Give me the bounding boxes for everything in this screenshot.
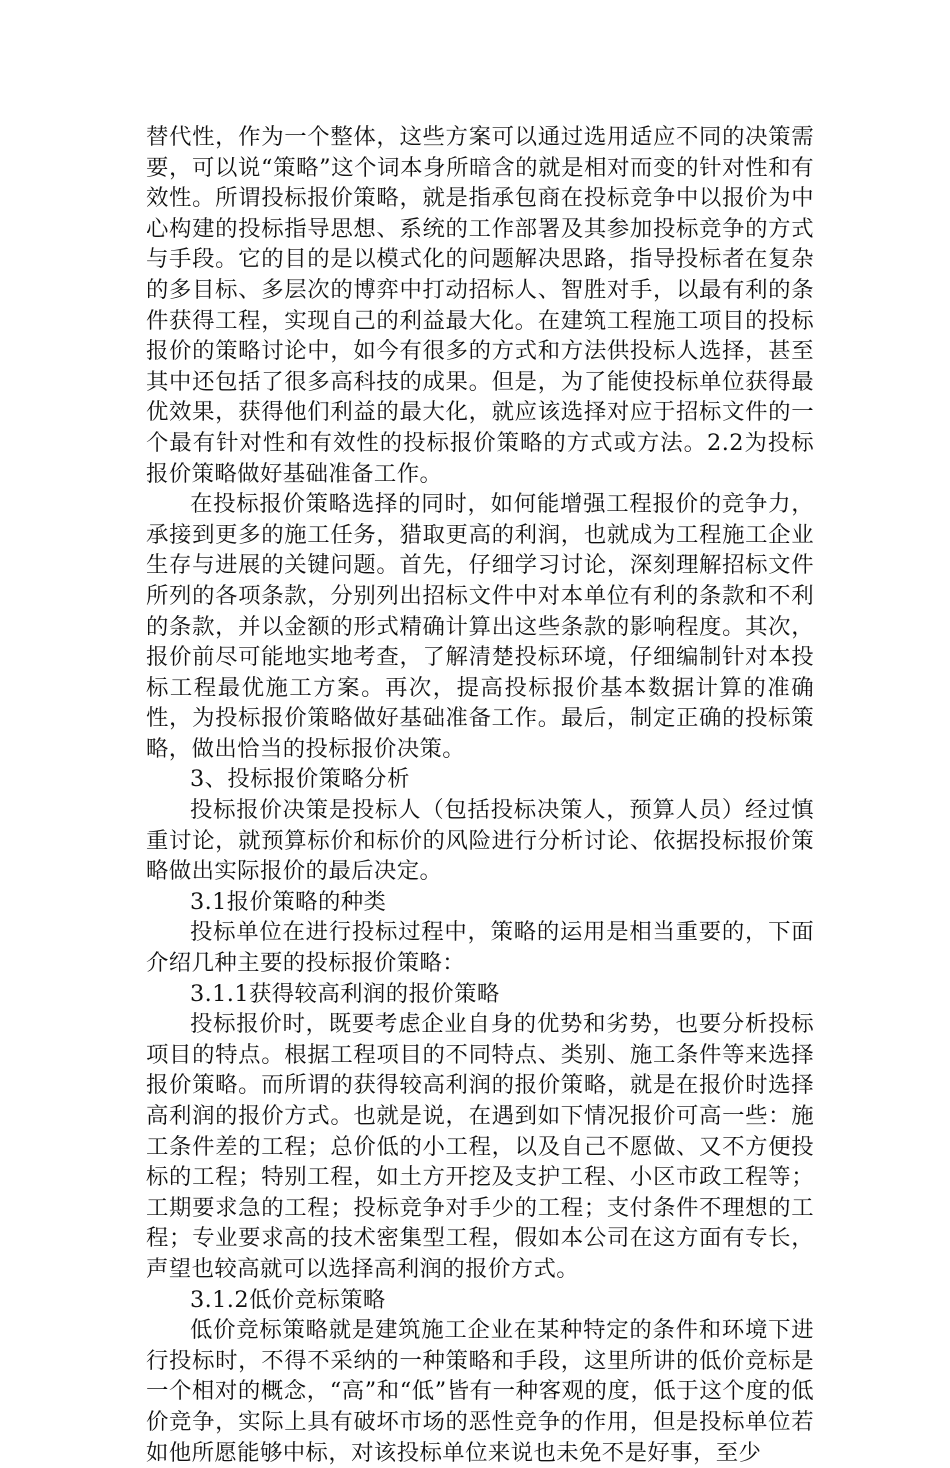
paragraph-preparation-work: 在投标报价策略选择的同时，如何能增强工程报价的竞争力，承接到更多的施工任务，猎取更高的利润，也就成为工程施工企业生存与进展的关键问题。首先，仔细学习讨论，深刻理解招标文件所列的各项条款，分别列出招标文件中对本单位有利的条款和不利的条款，并以金额的形式精确计算出这些条款的影响程度。其次，报价前尽可能地实地考查，了解清楚投标环境，仔细编制针对本投标工程最优施工方案。再次，提高投标报价基本数据计算的准确性，为投标报价策略做好基础准备工作。最后，制定正确的投标策略，做出恰当的投标报价决策。 (146, 491, 814, 762)
paragraph-high-profit-strategy: 投标报价时，既要考虑企业自身的优势和劣势，也要分析投标项目的特点。根据工程项目的不同特点、类别、施工条件等来选择报价策略。而所谓的获得较高利润的报价策略，就是在报价时选择高利润的报价方式。也就是说，在遇到如下情况报价可高一些：施工条件差的工程；总价低的小工程，以及自己不愿做、又不方便投标的工程；特别工程，如土方开挖及支护工程、小区市政工程等；工期要求急的工程；投标竞争对手少的工程；支付条件不理想的工程；专业要求高的技术密集型工程，假如本公司在这方面有专长，声望也较高就可以选择高利润的报价方式。 (146, 1011, 814, 1282)
section-heading-3: 3、投标报价策略分析 (190, 766, 410, 793)
section-heading-3-1: 3.1报价策略的种类 (190, 888, 387, 915)
paragraph-low-price-strategy: 低价竞标策略就是建筑施工企业在某种特定的条件和环境下进行投标时，不得不采纳的一种策略和手段，这里所讲的低价竞标是一个相对的概念，“高”和“低”皆有一种客观的度，低于这个度的低价竞争，实际上具有破坏市场的恶性竞争的作用，但是投标单位若如他所愿能够中标，对该投标单位来说也未免不是好事，至少 (146, 1317, 814, 1466)
section-heading-3-1-2: 3.1.2低价竞标策略 (190, 1286, 386, 1313)
paragraph-bid-decision: 投标报价决策是投标人（包括投标决策人，预算人员）经过慎重讨论，就预算标价和标价的风险进行分析讨论、依据投标报价策略做出实际报价的最后决定。 (146, 797, 814, 885)
document-body (146, 122, 814, 1468)
paragraph-strategy-definition: 替代性，作为一个整体，这些方案可以通过选用适应不同的决策需要，可以说“策略”这个词本身所暗含的就是相对而变的针对性和有效性。所谓投标报价策略，就是指承包商在投标竞争中以报价为中心构建的投标指导思想、系统的工作部署及其参加投标竞争的方式与手段。它的目的是以模式化的问题解决思路，指导投标者在复杂的多目标、多层次的博弈中打动招标人、智胜对手，以最有利的条件获得工程，实现自己的利益最大化。在建筑工程施工项目的投标报价的策略讨论中，如今有很多的方式和方法供投标人选择，甚至其中还包括了很多高科技的成果。但是，为了能使投标单位获得最优效果，获得他们利益的最大化，就应该选择对应于招标文件的一个最有针对性和有效性的投标报价策略的方式或方法。2.2为投标报价策略做好基础准备工作。 (146, 124, 814, 487)
section-heading-3-1-1: 3.1.1获得较高利润的报价策略 (190, 980, 500, 1007)
paragraph-strategy-intro: 投标单位在进行投标过程中，策略的运用是相当重要的，下面介绍几种主要的投标报价策略： (146, 919, 814, 977)
